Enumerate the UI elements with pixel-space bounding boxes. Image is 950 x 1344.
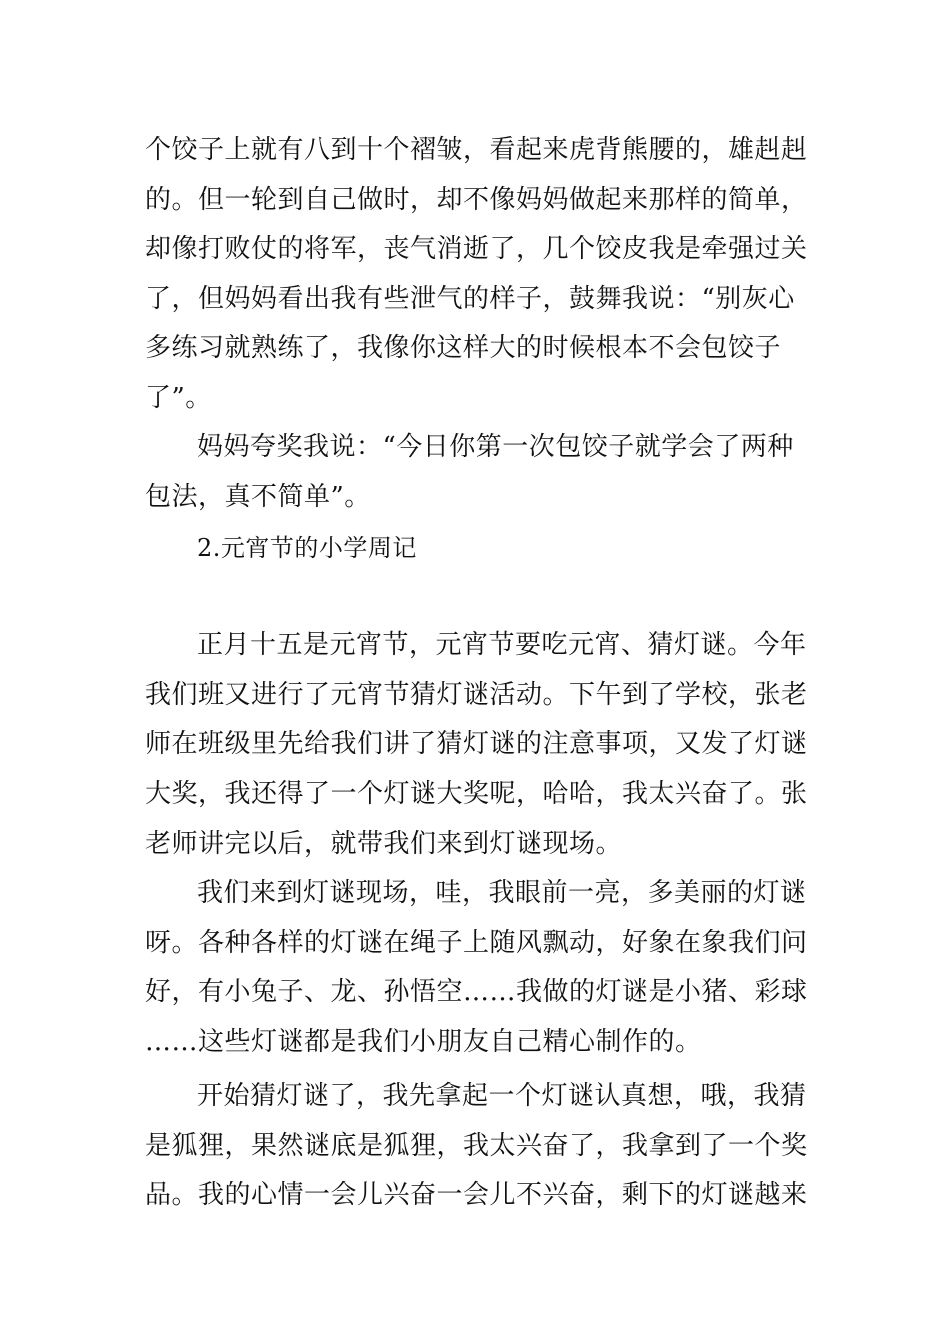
text-line: 多练习就熟练了，我像你这样大的时候根本不会包饺子 (145, 333, 782, 363)
text-line: 妈妈夸奖我说：“今日你第一次包饺子就学会了两种 (197, 432, 794, 462)
text-line: 老师讲完以后，就带我们来到灯谜现场。 (145, 829, 623, 859)
text-line: 我们班又进行了元宵节猜灯谜活动。下午到了学校，张老 (145, 680, 808, 710)
text-line: 包法，真不简单”。 (145, 482, 371, 512)
text-line: 开始猜灯谜了，我先拿起一个灯谜认真想，哦，我猜 (197, 1081, 807, 1111)
text-line: 呀。各种各样的灯谜在绳子上随风飘动，好象在象我们问 (145, 928, 808, 958)
text-line: 品。我的心情一会儿兴奋一会儿不兴奋，剩下的灯谜越来 (145, 1180, 808, 1210)
text-line: 正月十五是元宵节，元宵节要吃元宵、猜灯谜。今年 (197, 630, 807, 660)
text-line: ……这些灯谜都是我们小朋友自己精心制作的。 (145, 1027, 702, 1057)
text-line: 我们来到灯谜现场，哇，我眼前一亮，多美丽的灯谜 (197, 878, 807, 908)
text-line: 好，有小兔子、龙、孙悟空……我做的灯谜是小猪、彩球 (145, 977, 808, 1007)
text-line: 师在班级里先给我们讲了猜灯谜的注意事项，又发了灯谜 (145, 729, 808, 759)
text-line: 了，但妈妈看出我有些泄气的样子，鼓舞我说：“别灰心 (145, 284, 795, 314)
text-line: 却像打败仗的将军，丧气消逝了，几个饺皮我是牵强过关 (145, 234, 808, 264)
text-line: 了”。 (145, 383, 212, 413)
text-line: 是狐狸，果然谜底是狐狸，我太兴奋了，我拿到了一个奖 (145, 1131, 808, 1161)
text-line: 个饺子上就有八到十个褶皱，看起来虎背熊腰的，雄赳赳 (145, 135, 808, 165)
text-line: 的。但一轮到自己做时，却不像妈妈做起来那样的简单， (145, 185, 808, 215)
section-heading: 2.元宵节的小学周记 (197, 534, 417, 562)
text-line: 大奖，我还得了一个灯谜大奖呢，哈哈，我太兴奋了。张 (145, 779, 808, 809)
